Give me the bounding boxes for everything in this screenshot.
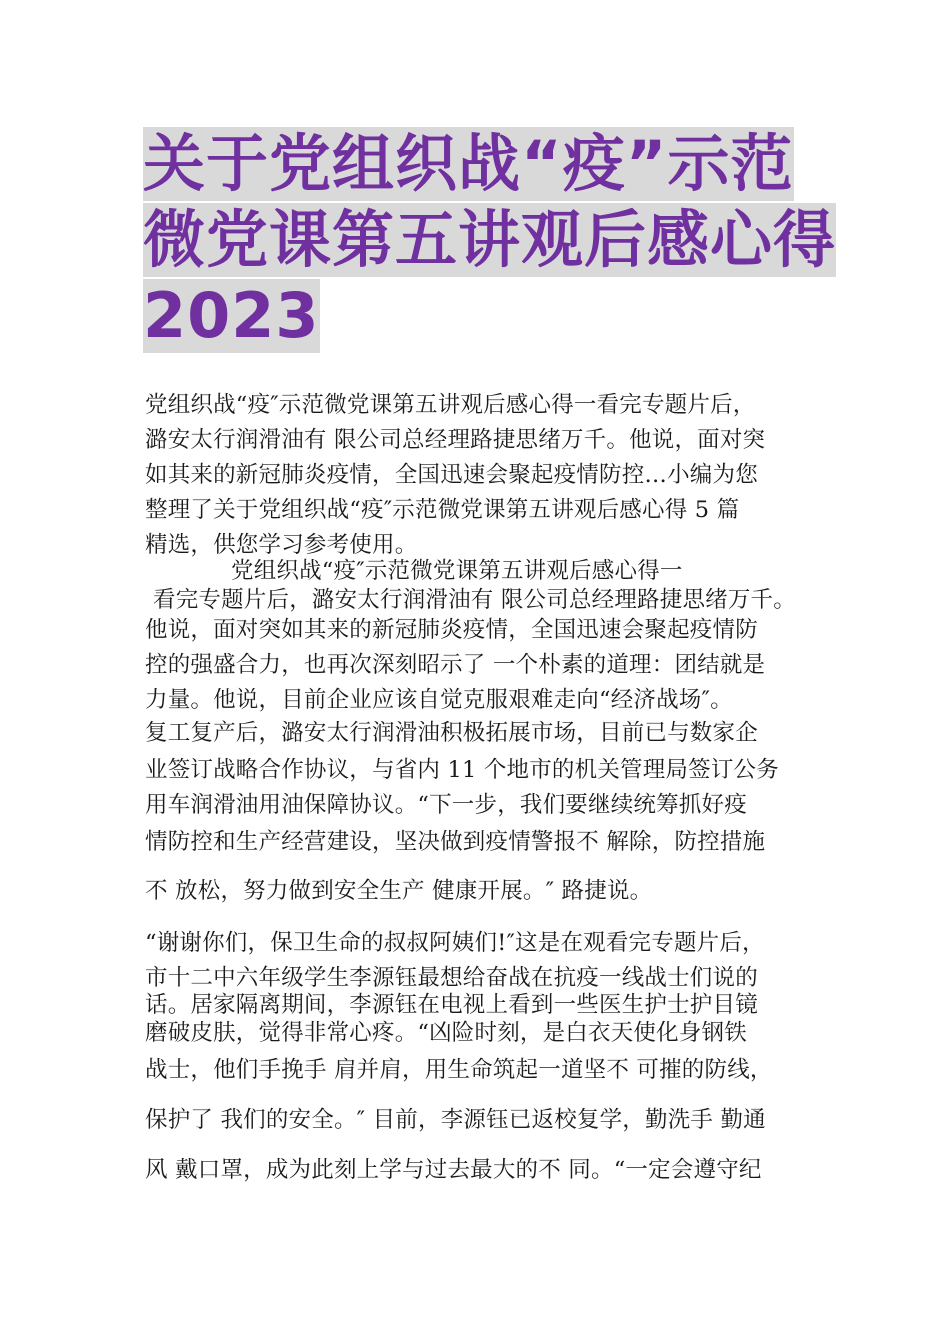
body-line: 精选，供您学习参考使用。	[145, 532, 418, 558]
body-line: 风 戴口罩，成为此刻上学与过去最大的不 同。“一定会遵守纪	[145, 1157, 762, 1183]
body-line: 市十二中六年级学生李源钰最想给奋战在抗疫一线战士们说的	[145, 965, 758, 991]
body-line: 力量。他说，目前企业应该自觉克服艰难走向“经济战场″。	[145, 687, 733, 713]
body-line: “谢谢你们，保卫生命的叔叔阿姨们!″这是在观看完专题片后，	[145, 930, 765, 956]
body-line: 磨破皮肤，觉得非常心疼。“凶险时刻，是白衣天使化身钢铁	[145, 1020, 747, 1046]
title-line-3: 2023	[143, 279, 320, 352]
body-line: 用车润滑油用油保障协议。“下一步，我们要继续统筹抓好疫	[145, 792, 747, 818]
body-line: 保护了 我们的安全。″ 目前，李源钰已返校复学，勤洗手 勤通	[145, 1107, 766, 1133]
body-line: 整理了关于党组织战“疫″示范微党课第五讲观后感心得 5 篇	[145, 497, 740, 523]
body-line: 业签订战略合作协议，与省内 11 个地市的机关管理局签订公务	[145, 757, 779, 783]
title-line-1: 关于党组织战“疫”示范	[143, 127, 794, 200]
body-line: 如其来的新冠肺炎疫情，全国迅速会聚起疫情防控…小编为您	[145, 462, 758, 488]
body-line: 看完专题片后，潞安太行润滑油有 限公司总经理路捷思绪万千。	[153, 587, 796, 613]
title-line-2: 微党课第五讲观后感心得	[143, 203, 837, 276]
section-heading: 党组织战“疫″示范微党课第五讲观后感心得一	[231, 558, 683, 584]
document-title	[143, 127, 837, 355]
body-line: 复工复产后，潞安太行润滑油积极拓展市场，目前已与数家企	[145, 720, 758, 746]
body-line: 战士，他们手挽手 肩并肩，用生命筑起一道坚不 可摧的防线，	[145, 1057, 773, 1083]
body-line: 潞安太行润滑油有 限公司总经理路捷思绪万千。他说，面对突	[145, 427, 766, 453]
body-line: 控的强盛合力，也再次深刻昭示了 一个朴素的道理：团结就是	[145, 652, 766, 678]
body-line: 他说，面对突如其来的新冠肺炎疫情，全国迅速会聚起疫情防	[145, 617, 758, 643]
body-line: 党组织战“疫″示范微党课第五讲观后感心得一看完专题片后，	[145, 392, 756, 418]
body-line: 话。居家隔离期间，李源钰在电视上看到一些医生护士护目镜	[145, 992, 758, 1018]
body-line: 情防控和生产经营建设，坚决做到疫情警报不 解除，防控措施	[145, 829, 766, 855]
body-line: 不 放松，努力做到安全生产 健康开展。″ 路捷说。	[145, 878, 653, 904]
